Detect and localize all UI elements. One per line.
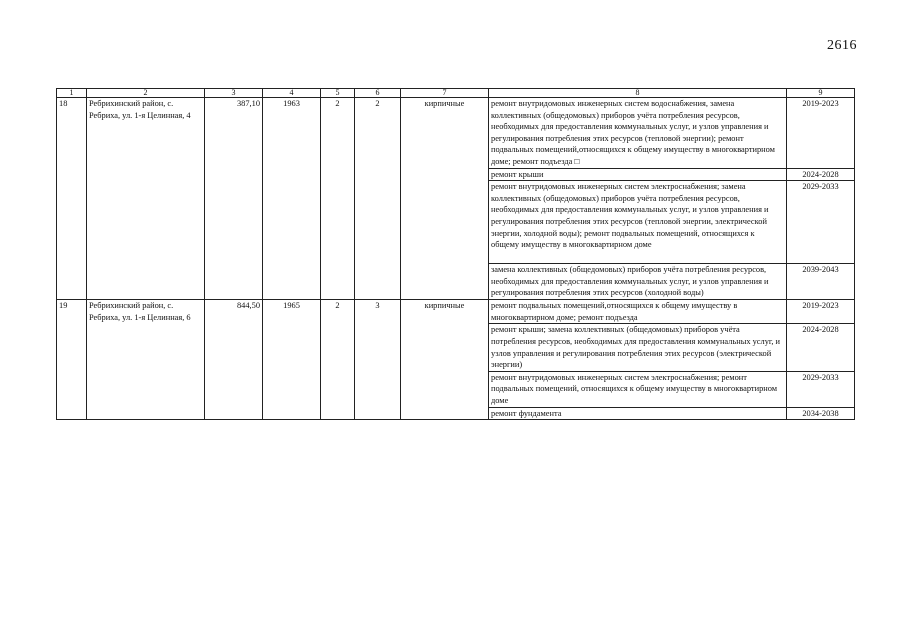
column-header: 6 (355, 89, 401, 98)
works-cell: замена коллективных (общедомовых) приборов учёта потребления ресурсов, необходимых для предоставления коммунальных услуг, и узлов управления и регулирования потребления этих ресурсов (холодной воды) (489, 264, 787, 300)
column-header: 5 (321, 89, 355, 98)
period-cell: 2019-2023 (787, 300, 855, 324)
period-cell: 2034-2038 (787, 407, 855, 420)
period-cell: 2024-2028 (787, 168, 855, 181)
address-cell: Ребрихинский район, с. Ребриха, ул. 1-я Целинная, 4 (87, 98, 205, 300)
table-row (57, 300, 855, 324)
area-cell: 844,50 (205, 300, 263, 420)
period-cell: 2024-2028 (787, 324, 855, 371)
wall-material-cell: кирпичные (401, 98, 489, 300)
floors-cell: 2 (321, 300, 355, 420)
period-cell: 2029-2033 (787, 181, 855, 264)
page-number: 2616 (827, 38, 857, 53)
period-cell: 2019-2023 (787, 98, 855, 169)
area-cell: 387,10 (205, 98, 263, 300)
period-cell: 2029-2033 (787, 371, 855, 407)
works-cell: ремонт подвальных помещений,относящихся к общему имуществу в многоквартирном доме; ремонт подъезда (489, 300, 787, 324)
works-cell: ремонт внутридомовых инженерных систем водоснабжения, замена коллективных (общедомовых) приборов учёта потребления ресурсов, необходимых для предоставления коммунальных услуг, и узлов управления и регулирования потребления этих ресурсов (тепловой энергии); ремонт подвальных помещений,относящихся к общему имуществу в многоквартирном доме; ремонт подъезда □ (489, 98, 787, 169)
works-cell: ремонт крыши (489, 168, 787, 181)
column-header: 8 (489, 89, 787, 98)
period-cell: 2039-2043 (787, 264, 855, 300)
table-row (57, 98, 855, 169)
works-cell: ремонт внутридомовых инженерных систем электроснабжения; ремонт подвальных помещений, относящихся к общему имуществу в многоквартирном доме (489, 371, 787, 407)
year-cell: 1965 (263, 300, 321, 420)
repair-schedule-table (56, 88, 855, 420)
address-cell: Ребрихинский район, с. Ребриха, ул. 1-я Целинная, 6 (87, 300, 205, 420)
column-header: 7 (401, 89, 489, 98)
row-number: 18 (57, 98, 87, 300)
works-cell: ремонт внутридомовых инженерных систем электроснабжения; замена коллективных (общедомовых) приборов учёта потребления ресурсов, необходимых для предоставления коммунальных услуг, и узлов управления и регулирования потребления этих ресурсов (тепловой энергии, электрической энергии, холодной воды); ремонт подвальных помещений, относящихся к общему имуществу в многоквартирном доме (489, 181, 787, 264)
year-cell: 1963 (263, 98, 321, 300)
column-header: 1 (57, 89, 87, 98)
works-cell: ремонт фундамента (489, 407, 787, 420)
floors-cell: 2 (321, 98, 355, 300)
column-header: 3 (205, 89, 263, 98)
entrances-cell: 2 (355, 98, 401, 300)
column-header: 9 (787, 89, 855, 98)
column-header: 4 (263, 89, 321, 98)
wall-material-cell: кирпичные (401, 300, 489, 420)
table-header-row (57, 89, 855, 98)
entrances-cell: 3 (355, 300, 401, 420)
column-header: 2 (87, 89, 205, 98)
works-cell: ремонт крыши; замена коллективных (общедомовых) приборов учёта потребления ресурсов, необходимых для предоставления коммунальных услуг, и узлов управления и регулирования потребления этих ресурсов (электрической энергии) (489, 324, 787, 371)
row-number: 19 (57, 300, 87, 420)
